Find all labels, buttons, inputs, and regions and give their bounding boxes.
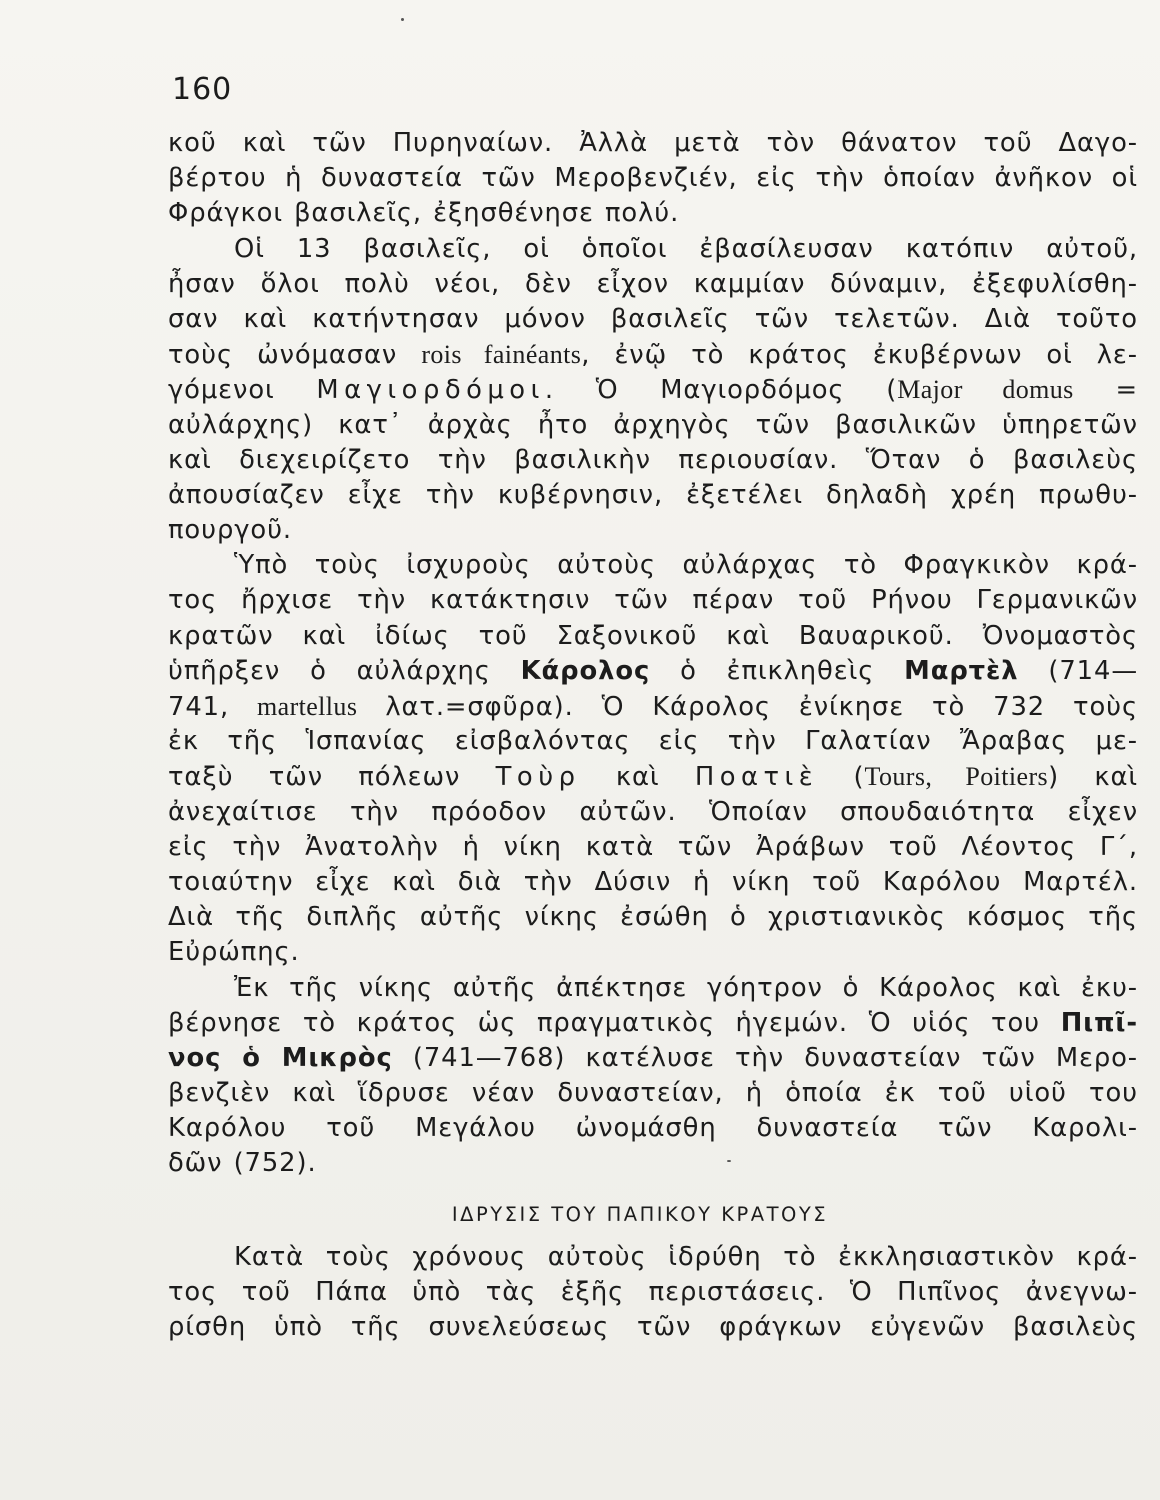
text-run: ρίσθη ὑπὸ τῆς συνελεύσεως τῶν φράγκων εὐγενῶν βασιλεὺς: [168, 1312, 1138, 1343]
text-run: Καρόλου τοῦ Μεγάλου ὠνομάσθη δυναστεία τῶν Καρολι-: [168, 1113, 1138, 1144]
text-run: ὑπῆρξεν ὁ αὐλάρχης: [168, 655, 521, 686]
text-run-latin: Tours, Poitiers: [864, 762, 1049, 792]
text-line: [168, 1006, 1138, 1041]
text-run: αὐλάρχης) κατ᾽ ἀρχὰς ἦτο ἀρχηγὸς τῶν βασιλικῶν ὑπηρετῶν: [168, 409, 1138, 440]
text-run: βέρνησε τὸ κράτος ὡς πραγματικὸς ἡγεμών. Ὁ υἱός του: [168, 1007, 1061, 1038]
text-line: [168, 935, 1138, 970]
text-line: [168, 196, 1138, 231]
text-run: (714—: [1018, 655, 1139, 686]
text-run: σαν καὶ κατήντησαν μόνον βασιλεῖς τῶν τελετῶν. Διὰ τοῦτο: [168, 303, 1138, 334]
text-run: γόμενοι: [168, 375, 317, 406]
text-run: βενζιὲν καὶ ἵδρυσε νέαν δυναστείαν, ἡ ὁποία ἐκ τοῦ υἱοῦ του: [168, 1078, 1138, 1109]
text-run: κρατῶν καὶ ἰδίως τοῦ Σαξονικοῦ καὶ Βαυαρικοῦ. Ὀνομαστὸς: [168, 620, 1138, 651]
text-line: [168, 513, 1138, 548]
text-line: [168, 1111, 1138, 1146]
text-line: [168, 900, 1138, 935]
text-line: [168, 232, 1138, 267]
text-line: [168, 478, 1138, 513]
text-run-spaced: Τοὺρ: [495, 762, 581, 793]
text-line: [168, 619, 1138, 654]
text-run: ) καὶ: [1048, 762, 1139, 793]
print-speck: [727, 1160, 731, 1162]
text-run: ὁ ἐπικληθεὶς: [650, 655, 905, 686]
text-run: εἰς τὴν Ἀνατολὴν ἡ νίκη κατὰ τῶν Ἀράβων τοῦ Λέοντος Γ´,: [168, 831, 1138, 862]
text-run: τοὺς ὠνόμασαν: [168, 340, 422, 371]
text-run-bold: Πιπῖ-: [1060, 1007, 1138, 1038]
text-line: [168, 830, 1138, 865]
text-line: [168, 408, 1138, 443]
text-run: λατ.=σφῦρα). Ὁ Κάρολος ἐνίκησε τὸ 732 τοὺς: [357, 692, 1139, 722]
body-text-continued: [168, 1240, 1138, 1346]
text-run: ἐκ τῆς Ἱσπανίας εἰσβαλόντας εἰς τὴν Γαλατίαν Ἄραβας με-: [168, 726, 1138, 757]
text-run-bold: νος ὁ Μικρὸς: [168, 1042, 393, 1073]
text-run: Κατὰ τοὺς χρόνους αὐτοὺς ἱδρύθη τὸ ἐκκλησιαστικὸν κρά-: [234, 1242, 1138, 1272]
text-run: , ἐνῷ τὸ κράτος ἐκυβέρνων οἱ λε-: [581, 340, 1138, 371]
text-run: Φράγκοι βασιλεῖς, ἐξησθένησε πολύ.: [168, 198, 680, 229]
text-line: [168, 443, 1138, 478]
text-line: [168, 583, 1138, 618]
text-run: Ὑπὸ τοὺς ἰσχυροὺς αὐτοὺς αὐλάρχας τὸ Φραγκικὸν κρά-: [234, 550, 1138, 581]
text-line: [168, 689, 1138, 724]
text-run-bold: Κάρολος: [520, 655, 651, 686]
text-run-latin: rois fainéants: [421, 340, 582, 370]
text-line: [168, 795, 1138, 830]
text-line: [168, 1041, 1138, 1076]
page-number: 160: [172, 72, 233, 107]
text-run: βέρτου ἡ δυναστεία τῶν Μεροβενζιέν, εἰς τὴν ὁποίαν ἀνῆκον οἱ: [168, 163, 1138, 194]
text-line: [168, 971, 1138, 1006]
text-run: τοιαύτην εἶχε καὶ διὰ τὴν Δύσιν ἡ νίκη τοῦ Καρόλου Μαρτέλ.: [168, 866, 1138, 897]
text-line: [168, 126, 1138, 161]
text-line: [168, 161, 1138, 196]
text-line: [168, 759, 1138, 794]
text-run-bold: Μαρτὲλ: [904, 655, 1019, 686]
text-line: [168, 724, 1138, 759]
text-line: [168, 548, 1138, 583]
text-line: [168, 372, 1138, 407]
text-run: . Ὁ Μαγιορδόμος (: [544, 375, 898, 406]
text-line: [168, 1146, 1138, 1181]
text-run: (: [818, 762, 865, 793]
text-run-spaced: Μαγιορδόμοι: [316, 375, 545, 406]
text-run: τος τοῦ Πάπα ὑπὸ τὰς ἑξῆς περιστάσεις. Ὁ Πιπῖνος ἀνεγνω-: [168, 1277, 1138, 1308]
text-run: κοῦ καὶ τῶν Πυρηναίων. Ἀλλὰ μετὰ τὸν θάνατον τοῦ Δαγο-: [168, 128, 1138, 158]
text-run: ἦσαν ὅλοι πολὺ νέοι, δὲν εἶχον καμμίαν δύναμιν, ἐξεφυλίσθη-: [168, 268, 1138, 299]
text-run-latin: martellus: [257, 692, 358, 721]
text-run: ἀπουσίαζεν εἶχε τὴν κυβέρνησιν, ἐξετέλει δηλαδὴ χρέη πρωθυ-: [168, 479, 1138, 510]
text-line: [168, 1275, 1138, 1310]
text-line: [168, 654, 1138, 689]
body-text: [168, 126, 1138, 1182]
text-run: καὶ: [580, 762, 695, 793]
text-run: δῶν (752).: [168, 1148, 317, 1179]
text-run: Οἱ 13 βασιλεῖς, οἱ ὁποῖοι ἐβασίλευσαν κατόπιν αὐτοῦ,: [234, 233, 1138, 264]
text-line: [168, 267, 1138, 302]
text-line: [168, 865, 1138, 900]
text-run: Εὐρώπης.: [168, 937, 300, 968]
text-run: Διὰ τῆς διπλῆς αὐτῆς νίκης ἐσώθη ὁ χριστιανικὸς κόσμος τῆς: [168, 902, 1138, 933]
text-run: καὶ διεχειρίζετο τὴν βασιλικὴν περιουσίαν. Ὅταν ὁ βασιλεὺς: [168, 444, 1138, 475]
text-line: [168, 337, 1138, 372]
text-run: Ἐκ τῆς νίκης αὐτῆς ἀπέκτησε γόητρον ὁ Κάρολος καὶ ἐκυ-: [234, 972, 1138, 1003]
text-run-spaced: Ποατιὲ: [694, 762, 819, 793]
text-line: [168, 302, 1138, 337]
text-run: πουργοῦ.: [168, 515, 292, 546]
text-run: τος ἤρχισε τὴν κατάκτησιν τῶν πέραν τοῦ Ρήνου Γερμανικῶν: [168, 585, 1138, 616]
text-run: (741—768) κατέλυσε τὴν δυναστείαν τῶν Μερο-: [392, 1042, 1139, 1073]
text-line: [168, 1310, 1138, 1345]
section-heading: ΙΔΡΥΣΙΣ ΤΟΥ ΠΑΠΙΚΟΥ ΚΡΑΤΟΥΣ: [451, 1203, 829, 1226]
text-run: 741,: [168, 692, 257, 722]
text-run: =: [1073, 375, 1138, 406]
text-line: [168, 1240, 1138, 1275]
text-line: [168, 1076, 1138, 1111]
print-speck: [401, 18, 404, 21]
text-run: ταξὺ τῶν πόλεων: [168, 762, 496, 793]
text-run: ἀνεχαίτισε τὴν πρόοδον αὐτῶν. Ὁποίαν σπουδαιότητα εἶχεν: [168, 796, 1138, 827]
text-run-latin: Major domus: [897, 375, 1074, 405]
